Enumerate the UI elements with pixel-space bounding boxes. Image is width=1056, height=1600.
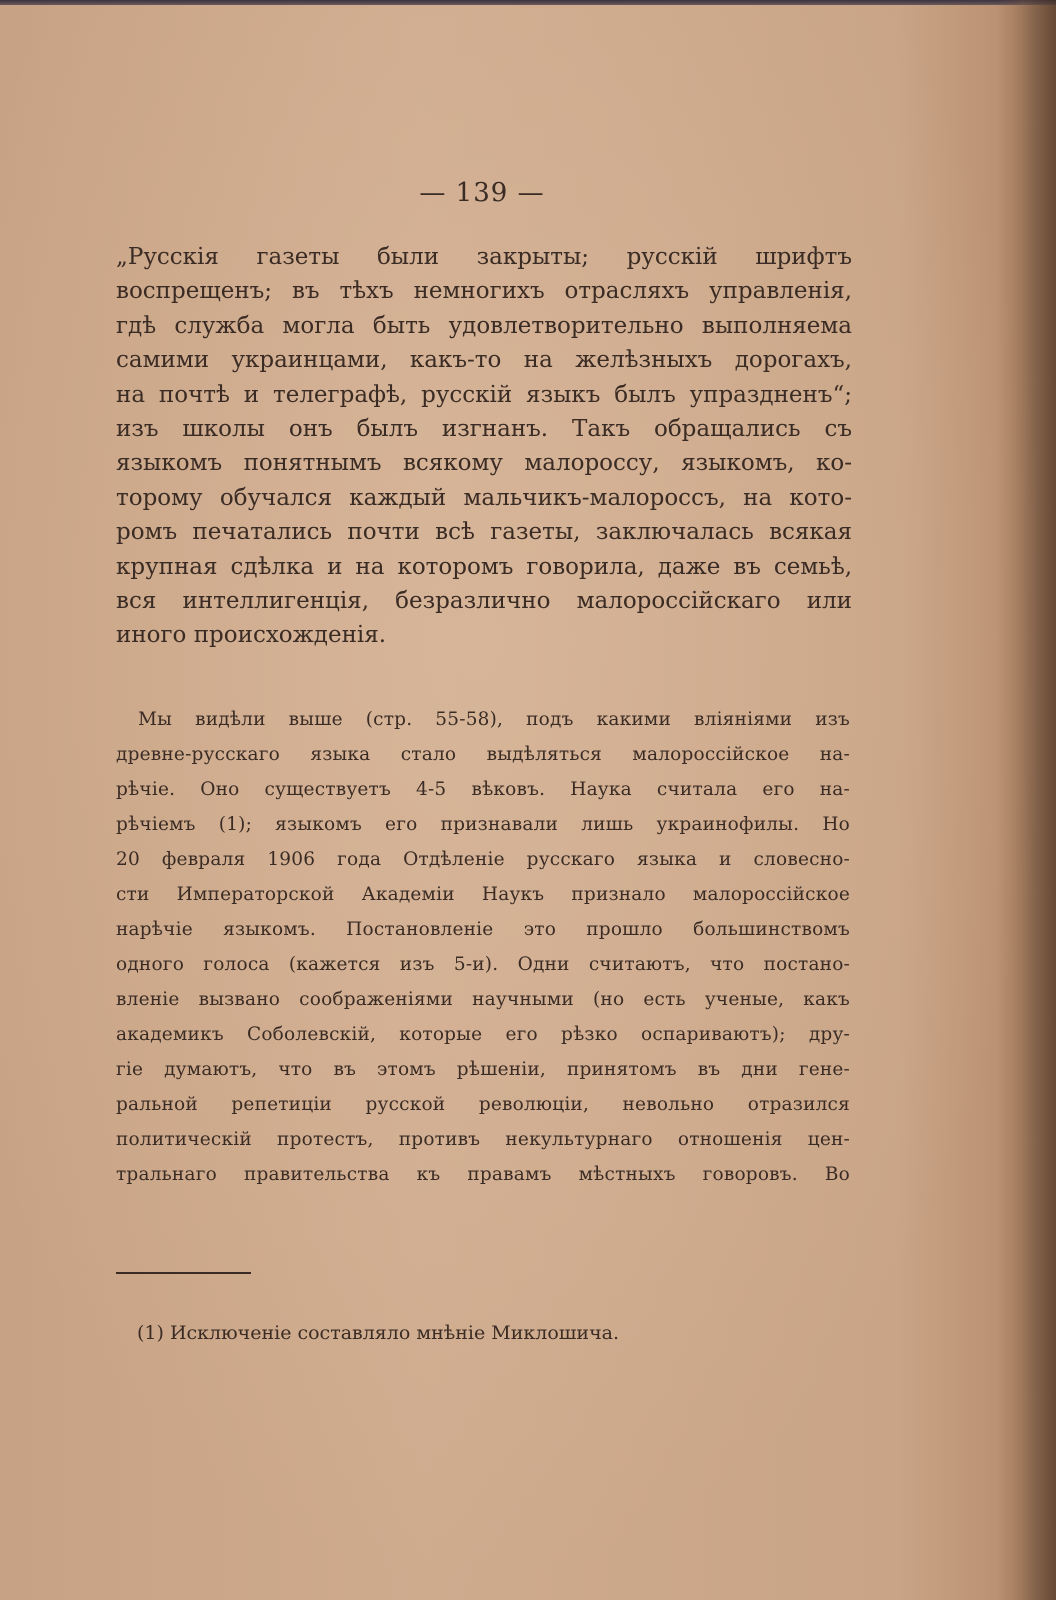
body-line: рѣчіе. Оно существуетъ 4-5 вѣковъ. Наука считала его на-	[116, 779, 850, 800]
quote-line: языкомъ понятнымъ всякому малороссу, языкомъ, ко-	[116, 450, 852, 477]
quote-line: на почтѣ и телеграфѣ, русскій языкъ былъ упраздненъ“;	[116, 381, 852, 408]
body-line: 20 февраля 1906 года Отдѣленіе русскаго языка и словесно-	[116, 849, 850, 870]
body-line: нарѣчіе языкомъ. Постановленіе это прошло большинствомъ	[116, 919, 850, 940]
quote-line: самими украинцами, какъ-то на желѣзныхъ дорогахъ,	[116, 347, 852, 374]
body-line: вленіе вызвано соображеніями научными (но есть ученые, какъ	[116, 989, 850, 1010]
body-paragraph	[116, 702, 850, 1192]
body-line: академикъ Соболевскій, которые его рѣзко оспариваютъ); дру-	[116, 1024, 850, 1045]
body-line: тральнаго правительства къ правамъ мѣстныхъ говоровъ. Во	[116, 1164, 850, 1185]
quote-line: ромъ печатались почти всѣ газеты, заключалась всякая	[116, 519, 852, 546]
page-number: — 139 —	[419, 178, 545, 208]
page-binding-edge	[996, 0, 1056, 1600]
quote-line: гдѣ служба могла быть удовлетворительно выполняема	[116, 312, 852, 339]
quote-line: иного происхожденія.	[116, 622, 387, 649]
body-line: рѣчіемъ (1); языкомъ его признавали лишь украинофилы. Но	[116, 814, 850, 835]
body-line: сти Императорской Академіи Наукъ признало малороссійское	[116, 884, 850, 905]
body-line: ральной репетиціи русской революціи, невольно отразился	[116, 1094, 850, 1115]
footnote-divider	[116, 1272, 251, 1274]
quote-line: „Русскія газеты были закрыты; русскій шрифтъ	[116, 244, 852, 270]
body-line: политическій протестъ, противъ некультурнаго отношенія цен-	[116, 1129, 850, 1150]
quote-paragraph	[116, 240, 852, 653]
quote-line: изъ школы онъ былъ изгнанъ. Такъ обращались съ	[116, 416, 852, 443]
quote-line: воспрещенъ; въ тѣхъ немногихъ отрасляхъ управленія,	[116, 278, 852, 305]
quote-line: вся интеллигенція, безразлично малороссійскаго или	[116, 588, 852, 615]
body-line: Мы видѣли выше (стр. 55-58), подъ какими вліяніями изъ	[138, 709, 850, 730]
body-line: гіе думаютъ, что въ этомъ рѣшеніи, принятомъ въ дни гене-	[116, 1059, 850, 1080]
body-line: древне-русскаго языка стало выдѣляться малороссійское на-	[116, 744, 850, 765]
quote-line: крупная сдѣлка и на которомъ говорила, даже въ семьѣ,	[116, 553, 852, 580]
body-line: одного голоса (кажется изъ 5-и). Одни считаютъ, что постано-	[116, 954, 850, 975]
quote-line: торому обучался каждый мальчикъ-малороссъ, на кото-	[116, 484, 852, 511]
page-top-edge	[0, 0, 1056, 5]
footnote: (1) Исключеніе составляло мнѣніе Миклошича.	[137, 1322, 620, 1344]
